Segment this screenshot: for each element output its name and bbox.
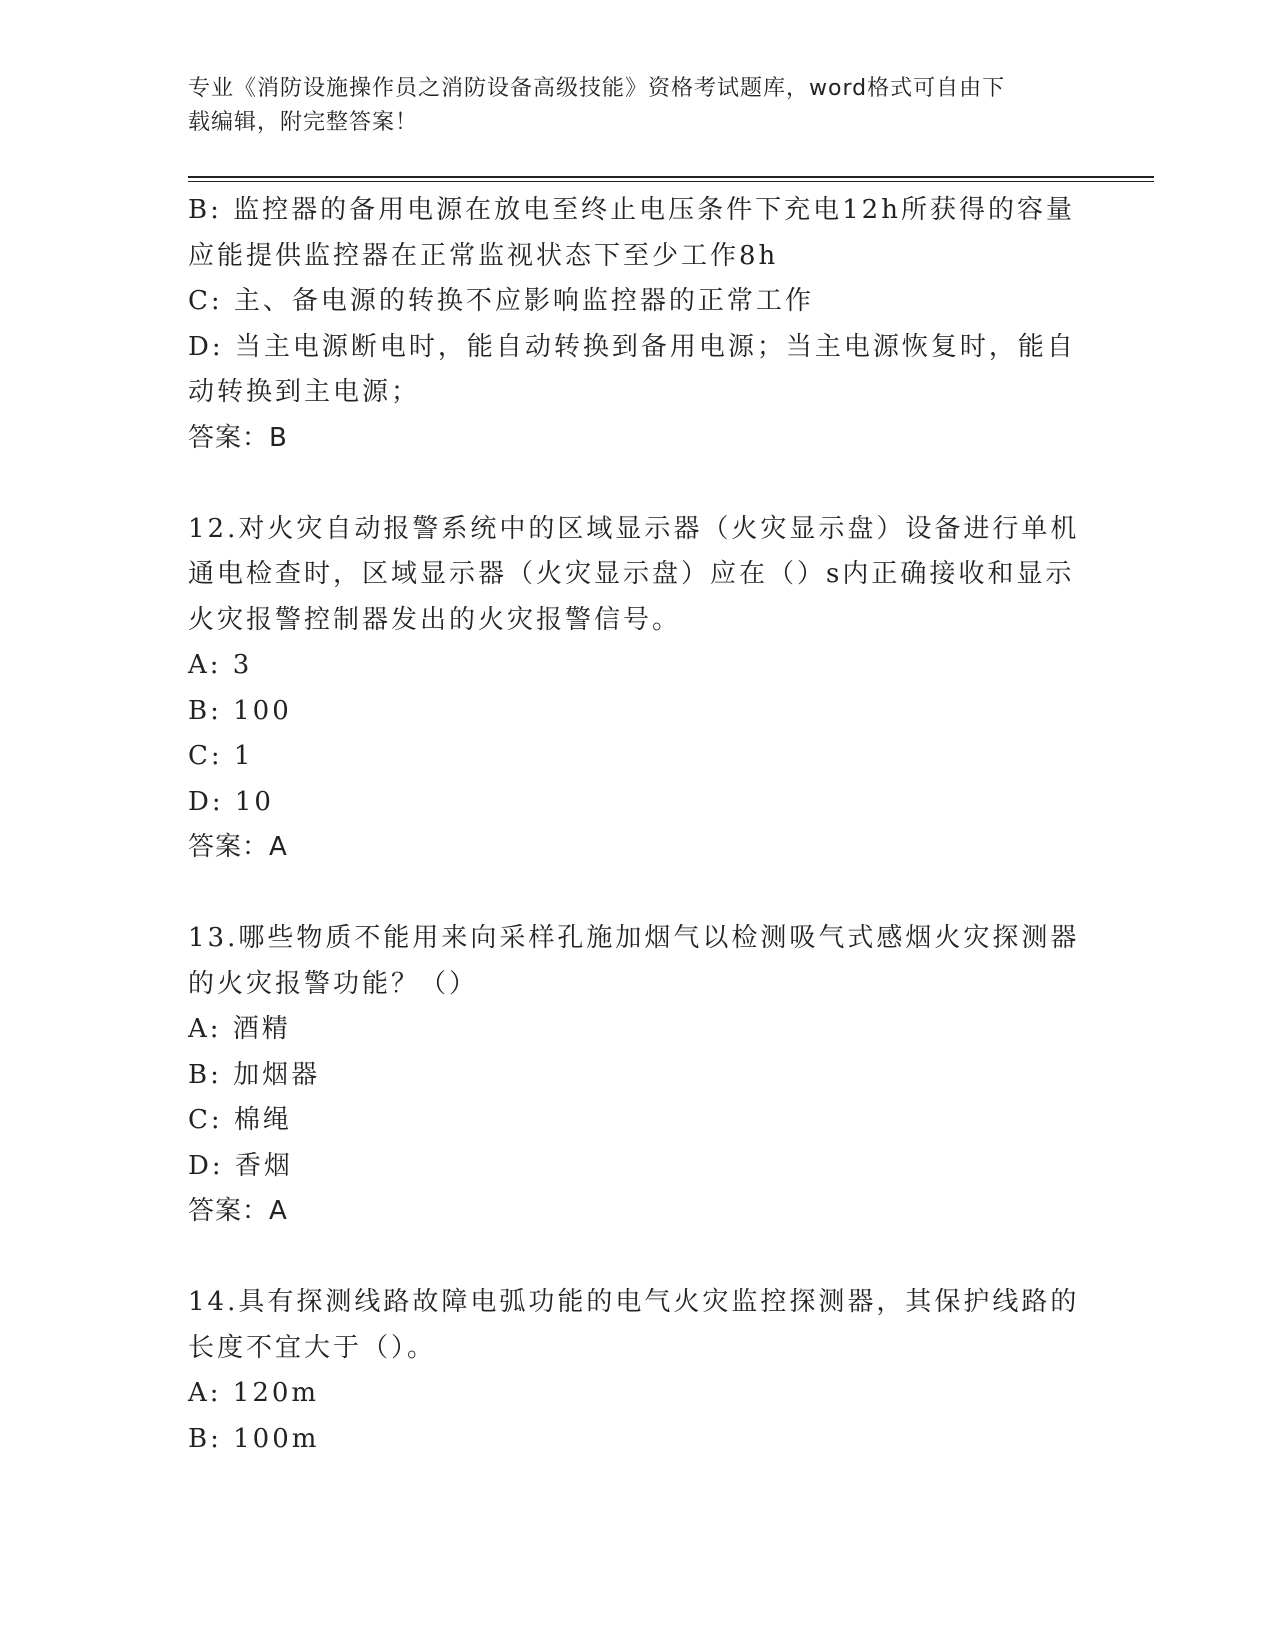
q12-option-a: A: 3 — [188, 650, 253, 680]
q14-stem-line-2: 长度不宜大于（）。 — [188, 1332, 437, 1363]
q12-stem-line-2: 通电检查时，区域显示器（火灾显示盘）应在（）s内正确接收和显示 — [188, 559, 1075, 589]
q12-answer: 答案：A — [188, 832, 288, 862]
q12-option-b: B: 100 — [188, 695, 292, 726]
q13-stem-line-1: 13.哪些物质不能用来向采样孔施加烟气以检测吸气式感烟火灾探测器 — [188, 923, 1080, 953]
q11-option-d-line-1: D: 当主电源断电时，能自动转换到备用电源；当主电源恢复时，能自 — [188, 331, 1076, 362]
header-divider-thin — [188, 181, 1154, 182]
q14-option-b: B: 100m — [188, 1423, 320, 1454]
q13-option-a: A: 酒精 — [188, 1014, 291, 1044]
question-11 — [188, 188, 1088, 461]
question-14 — [188, 1280, 1088, 1462]
q11-option-b-line-2: 应能提供监控器在正常监视状态下至少工作8h — [188, 240, 779, 271]
q12-stem-line-1: 12.对火灾自动报警系统中的区域显示器（火灾显示盘）设备进行单机 — [188, 513, 1080, 544]
q11-option-c: C: 主、备电源的转换不应影响监控器的正常工作 — [188, 286, 814, 316]
q12-stem-line-3: 火灾报警控制器发出的火灾报警信号。 — [188, 604, 682, 635]
question-content — [188, 188, 1088, 1462]
q11-answer: 答案：B — [188, 422, 288, 453]
header-divider-thick — [188, 176, 1154, 178]
q11-option-b-line-1: B: 监控器的备用电源在放电至终止电压条件下充电12h所获得的容量 — [188, 195, 1075, 225]
q13-answer: 答案：A — [188, 1196, 288, 1226]
q13-option-c: C: 棉绳 — [188, 1105, 292, 1135]
q12-option-d: D: 10 — [188, 786, 274, 817]
q14-option-a: A: 120m — [188, 1378, 320, 1408]
spacer — [188, 461, 1088, 507]
q13-stem-line-2: 的火灾报警功能？（） — [188, 968, 479, 999]
question-13 — [188, 916, 1088, 1235]
spacer — [188, 1235, 1088, 1281]
header-line-2: 载编辑，附完整答案！ — [188, 110, 419, 135]
document-header — [188, 72, 1068, 140]
q12-option-c: C: 1 — [188, 741, 254, 771]
q11-option-d-line-2: 动转换到主电源； — [188, 377, 421, 407]
q13-option-d: D: 香烟 — [188, 1150, 293, 1181]
q14-stem-line-1: 14.具有探测线路故障电弧功能的电气火灾监控探测器，其保护线路的 — [188, 1287, 1080, 1317]
spacer — [188, 871, 1088, 917]
header-line-1: 专业《消防设施操作员之消防设备高级技能》资格考试题库，word格式可自由下 — [188, 76, 1006, 101]
q13-option-b: B: 加烟器 — [188, 1059, 321, 1090]
question-12 — [188, 507, 1088, 871]
